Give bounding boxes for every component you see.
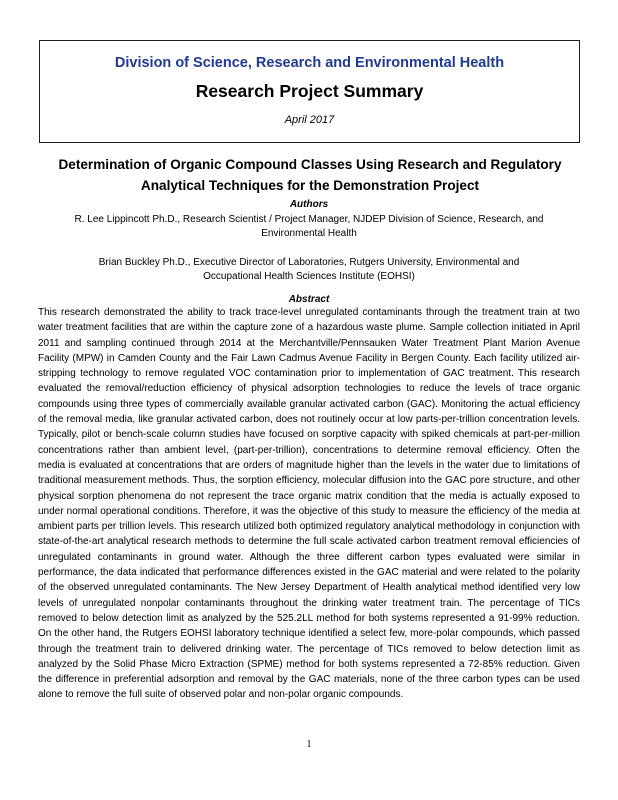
abstract-heading: Abstract [288,294,330,305]
author-2: Brian Buckley Ph.D., Executive Director of Laboratories, Rutgers University, Environmental and Occupational Health Sciences Institute (EOHSI) [98,257,520,282]
page-number: 1 [306,739,312,750]
author-1: R. Lee Lippincott Ph.D., Research Scientist / Project Manager, NJDEP Division of Science, Research, and Environmental Health [74,214,544,239]
authors-heading: Authors [289,199,329,210]
abstract-text: This research demonstrated the ability to track trace-level unregulated contaminants through the treatment train at two water treatment facilities that are within the capture zone of a hazardous waste plume. Sample collection initiated in April 2011 and sampling continued through 2014 at the Merchantville/Pennsauken Water Treatment Plant Marion Avenue Facility (MPW) in Camden County and the Fair Lawn Cadmus Avenue Facility in Bergen County. Each facility utilized air-stripping technology to remove regulated VOC contamination prior to implementation of GAC treatment. This research evaluated the removal/reduction efficiency of physical adsorption technologies to reduce the levels of trace organic compounds using three types of commercially available granular activated carbon (GAC). Monitoring the actual efficiency of the removal media, like granular activated carbon, does not routinely occur at low parts-per-trillion concentration levels. Typically, pilot or bench-scale column studies have focused on sorptive capacity with spiked chemicals at part-per-million concentrations rather than ambient level, (part-per-trillion), concentrations to determine removal efficiency. Often the media is evaluated at concentrations that are orders of magnitude higher than the levels in the water due to limitations of traditional measurement methods. Thus, the sorption efficiency, molecular diffusion into the GAC pore structure, and other physical sorption phenomena do not represent the trace organic matrix condition that the media is actually exposed to under normal operational conditions. Therefore, it was the objective of this study to measure the efficiency of the media at ambient parts per trillion levels. This research utilized both optimized regulatory analytical methodology in conjunction with state-of-the-art analytical research methods to determine the full scale activated carbon treatment removal efficiencies of unregulated contaminants in ground water. Although the three different carbon types evaluated were similar in performance, the data indicated that performance differences existed in the GAC material and were related to the polarity of the observed unregulated contaminants. The New Jersey Department of Health analytical method identified very low levels of unregulated nonpolar contaminants throughout the drinking water treatment train. The percentage of TICs removed to below detection limit as analyzed by the 525.2LL method for both systems represented a 91-99% reduction. On the other hand, the Rutgers EOHSI laboratory technique identified a select few, more-polar compounds, which passed through the treatment train to delivered drinking water. The percentage of TICs removed to below detection limit as analyzed by the Solid Phase Micro Extraction (SPME) method for both systems represented a 72-85% reduction. Given the difference in preferential adsorption and removal by the GAC materials, none of the three carbon types can be used alone to remove the full suite of observed polar and non-polar organic compounds. [38,307,580,701]
document-title: Determination of Organic Compound Classes Using Research and Regulatory Analytical Techniques for the Demonstration Project [58,157,562,193]
division-name: Division of Science, Research and Environmental Health [114,55,505,71]
publication-date: April 2017 [284,114,335,126]
document-type: Research Project Summary [195,81,424,101]
header-box [39,40,580,143]
